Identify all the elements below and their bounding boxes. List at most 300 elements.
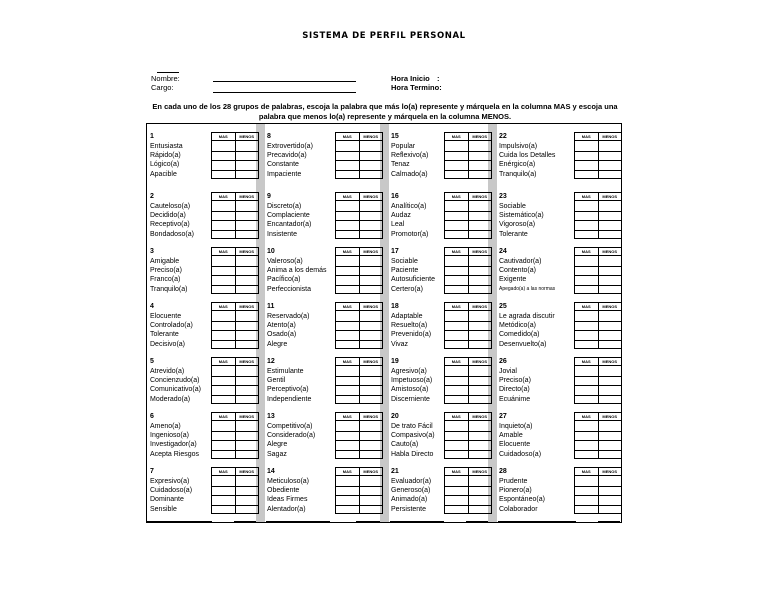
grid-divider (445, 211, 491, 212)
mas-menos-grid[interactable] (211, 412, 259, 459)
word-option: Independiente (267, 395, 312, 403)
grid-divider (598, 413, 599, 459)
word-option: Preciso(a) (150, 267, 182, 275)
word-option: Prevenido(a) (391, 331, 432, 339)
grid-divider (575, 431, 621, 432)
word-option: Persistente (391, 505, 427, 513)
group-number: 6 (150, 413, 154, 420)
grid-divider (445, 440, 491, 441)
word-option: Prudente (499, 478, 528, 485)
word-option: Desenvuelto(a) (499, 340, 547, 348)
grid-divider (575, 211, 621, 212)
word-option: Decisivo(a) (150, 340, 186, 348)
mas-column-header: MAS (336, 193, 360, 200)
mas-menos-grid[interactable] (335, 412, 383, 459)
word-option: Ecuánime (499, 395, 531, 403)
grid-divider (445, 321, 491, 322)
grid-divider (359, 468, 360, 514)
word-option: Directo(a) (499, 386, 530, 394)
grid-divider (445, 170, 491, 171)
grid-divider (212, 275, 258, 276)
mas-menos-grid[interactable] (444, 467, 492, 514)
group-number: 1 (150, 133, 154, 140)
grid-divider (575, 321, 621, 322)
word-option: Ideas Firmes (267, 496, 308, 504)
grid-divider (336, 376, 382, 377)
grid-divider (445, 505, 491, 506)
mas-menos-grid[interactable] (335, 357, 383, 404)
instructions: En cada uno de los 28 grupos de palabras, escoja la palabra que más lo(a) represente y márquela en la columna MAS y escoja una palabra que menos lo(a) represente y márquela en la columna MENOS. (152, 102, 618, 121)
mas-menos-grid[interactable] (335, 192, 383, 239)
mas-menos-grid[interactable] (444, 247, 492, 294)
word-option: Tranquilo(a) (499, 170, 537, 178)
group-number: 25 (499, 303, 507, 310)
mas-column-header: MAS (575, 248, 599, 255)
group-number: 19 (391, 358, 399, 365)
grid-divider (212, 230, 258, 231)
group-number: 14 (267, 468, 275, 475)
grid-divider (468, 193, 469, 239)
menos-column-header: MENOS (602, 414, 618, 419)
mas-menos-grid[interactable] (574, 302, 622, 349)
word-option: Espontáneo(a) (499, 496, 545, 504)
group-number: 4 (150, 303, 154, 310)
mas-column-header: MAS (575, 358, 599, 365)
word-option: Precavido(a) (267, 152, 307, 160)
word-option: Apegado(a) a las normas (499, 285, 556, 292)
word-option: Discreto(a) (267, 203, 302, 210)
grid-divider (336, 266, 382, 267)
word-option: Reservado(a) (267, 313, 310, 320)
word-option: Amistoso(a) (391, 386, 429, 394)
grid-divider (212, 211, 258, 212)
word-option: Impulsivo(a) (499, 143, 538, 150)
word-option: Certero(a) (391, 285, 423, 293)
grid-divider (575, 505, 621, 506)
word-option: Decidido(a) (150, 212, 186, 220)
grid-divider (445, 395, 491, 396)
mas-column-header: MAS (575, 413, 599, 420)
mas-column-header: MAS (575, 133, 599, 140)
mas-column-header: MAS (575, 193, 599, 200)
word-option: Pionero(a) (499, 487, 532, 495)
menos-column-header: MENOS (239, 194, 255, 199)
mas-menos-grid[interactable] (335, 467, 383, 514)
mas-column-header: MAS (445, 468, 469, 475)
grid-divider (468, 413, 469, 459)
word-option: Atrevido(a) (150, 368, 185, 375)
word-option: Cauto(a) (391, 441, 419, 449)
grid-divider (235, 358, 236, 404)
word-option: Cuida los Detalles (499, 152, 556, 160)
grid-divider (235, 303, 236, 349)
group-number: 16 (391, 193, 399, 200)
grid-divider (235, 413, 236, 459)
grid-divider (235, 193, 236, 239)
word-option: Considerado(a) (267, 432, 316, 440)
mas-column-header: MAS (445, 133, 469, 140)
word-option: Bondadoso(a) (150, 230, 194, 238)
grid-divider (359, 133, 360, 179)
mas-column-header: MAS (212, 358, 236, 365)
mas-menos-grid[interactable] (574, 467, 622, 514)
footer-line (498, 521, 576, 522)
grid-divider (212, 505, 258, 506)
word-option: Alentador(a) (267, 505, 306, 513)
grid-divider (235, 133, 236, 179)
mas-menos-grid[interactable] (211, 467, 259, 514)
grid-divider (235, 468, 236, 514)
grid-divider (598, 193, 599, 239)
word-option: Colaborador (499, 505, 538, 513)
grid-divider (468, 303, 469, 349)
menos-column-header: MENOS (239, 469, 255, 474)
group-number: 20 (391, 413, 399, 420)
menos-column-header: MENOS (239, 359, 255, 364)
word-option: Comedido(a) (499, 331, 540, 339)
grid-divider (468, 468, 469, 514)
grid-divider (336, 385, 382, 386)
menos-column-header: MENOS (363, 469, 379, 474)
grid-divider (212, 385, 258, 386)
mas-menos-grid[interactable] (211, 302, 259, 349)
group-number: 26 (499, 358, 507, 365)
grid-divider (575, 385, 621, 386)
mas-column-header: MAS (445, 303, 469, 310)
word-option: Le agrada discutir (499, 313, 555, 320)
group-number: 23 (499, 193, 507, 200)
word-option: Moderado(a) (150, 395, 191, 403)
grid-divider (336, 275, 382, 276)
word-option: Analítico(a) (391, 203, 427, 210)
word-option: Compasivo(a) (391, 432, 435, 440)
group-number: 27 (499, 413, 507, 420)
mas-column-header: MAS (445, 193, 469, 200)
grid-divider (336, 340, 382, 341)
word-option: Elocuente (150, 313, 182, 320)
grid-divider (445, 450, 491, 451)
grid-divider (336, 330, 382, 331)
menos-column-header: MENOS (239, 134, 255, 139)
mas-column-header: MAS (212, 413, 236, 420)
grid-divider (598, 358, 599, 404)
word-option: Extrovertido(a) (267, 143, 313, 150)
hora-termino-label: Hora Termino: (391, 83, 442, 92)
word-option: Contento(a) (499, 267, 536, 275)
word-option: Leal (391, 221, 405, 229)
mas-menos-grid[interactable] (574, 192, 622, 239)
nombre-field[interactable] (213, 81, 356, 82)
group-number: 10 (267, 248, 275, 255)
mas-menos-grid[interactable] (574, 357, 622, 404)
mas-menos-grid[interactable] (444, 192, 492, 239)
mas-menos-grid[interactable] (574, 247, 622, 294)
mas-menos-grid[interactable] (211, 357, 259, 404)
word-option: Amable (499, 432, 523, 440)
word-option: Ameno(a) (150, 423, 181, 430)
word-option: Metódico(a) (499, 322, 536, 330)
group-number: 8 (267, 133, 271, 140)
mas-menos-grid[interactable] (335, 247, 383, 294)
grid-divider (212, 160, 258, 161)
word-option: Atento(a) (267, 322, 296, 330)
mas-menos-grid[interactable] (444, 132, 492, 179)
grid-divider (598, 133, 599, 179)
grid-divider (575, 230, 621, 231)
grid-divider (445, 330, 491, 331)
page-title: SISTEMA DE PERFIL PERSONAL (302, 31, 466, 41)
grid-divider (336, 230, 382, 231)
word-option: Reflexivo(a) (391, 152, 429, 160)
group-number: 21 (391, 468, 399, 475)
menos-column-header: MENOS (472, 469, 488, 474)
menos-column-header: MENOS (472, 194, 488, 199)
menos-column-header: MENOS (472, 359, 488, 364)
word-option: Dominante (150, 496, 184, 504)
mas-menos-grid[interactable] (211, 192, 259, 239)
nombre-underline (157, 72, 179, 73)
footer-line (234, 521, 256, 522)
menos-column-header: MENOS (602, 194, 618, 199)
word-option: Osado(a) (267, 331, 297, 339)
group-number: 5 (150, 358, 154, 365)
cargo-field[interactable] (213, 92, 356, 93)
word-option: Audaz (391, 212, 411, 220)
word-option: Tenaz (391, 161, 410, 169)
group-number: 9 (267, 193, 271, 200)
grid-divider (336, 211, 382, 212)
grid-divider (598, 303, 599, 349)
grid-divider (212, 395, 258, 396)
mas-column-header: MAS (336, 358, 360, 365)
grid-divider (336, 450, 382, 451)
group-number: 12 (267, 358, 275, 365)
word-option: Tranquilo(a) (150, 285, 188, 293)
word-option: Perfeccionista (267, 285, 311, 293)
grid-divider (336, 395, 382, 396)
grid-divider (445, 495, 491, 496)
grid-divider (212, 340, 258, 341)
grid-divider (212, 431, 258, 432)
word-option: Sensible (150, 505, 177, 513)
menos-column-header: MENOS (239, 414, 255, 419)
word-option: Impetuoso(a) (391, 377, 433, 385)
word-option: Calmado(a) (391, 170, 428, 178)
word-option: Entusiasta (150, 143, 183, 150)
word-option: Agresivo(a) (391, 368, 427, 375)
word-option: Lógico(a) (150, 161, 180, 169)
grid-divider (212, 486, 258, 487)
grid-divider (445, 220, 491, 221)
group-number: 7 (150, 468, 154, 475)
grid-divider (445, 431, 491, 432)
group-number: 28 (499, 468, 507, 475)
mas-column-header: MAS (445, 358, 469, 365)
mas-column-header: MAS (212, 133, 236, 140)
mas-menos-grid[interactable] (335, 302, 383, 349)
word-option: Pacífico(a) (267, 276, 301, 284)
word-option: Expresivo(a) (150, 478, 190, 485)
menos-column-header: MENOS (602, 304, 618, 309)
mas-column-header: MAS (212, 468, 236, 475)
mas-menos-grid[interactable] (444, 412, 492, 459)
grid-divider (336, 220, 382, 221)
mas-column-header: MAS (336, 468, 360, 475)
menos-column-header: MENOS (602, 134, 618, 139)
grid-divider (445, 340, 491, 341)
mas-column-header: MAS (575, 303, 599, 310)
word-option: Popular (391, 143, 416, 150)
word-option: Competitivo(a) (267, 423, 313, 430)
mas-menos-grid[interactable] (335, 132, 383, 179)
word-option: Perceptivo(a) (267, 386, 309, 394)
grid-divider (235, 248, 236, 294)
word-option: Habla Directo (391, 450, 434, 458)
mas-menos-grid[interactable] (574, 132, 622, 179)
grid-divider (575, 275, 621, 276)
menos-column-header: MENOS (472, 134, 488, 139)
menos-column-header: MENOS (363, 414, 379, 419)
grid-divider (336, 285, 382, 286)
word-option: Valeroso(a) (267, 258, 303, 265)
word-option: Acepta Riesgos (150, 450, 200, 458)
hora-inicio-label: Hora Inicio (391, 74, 430, 83)
word-option: Resuelto(a) (391, 322, 428, 330)
cargo-label: Cargo: (151, 83, 174, 92)
grid-divider (445, 266, 491, 267)
mas-column-header: MAS (445, 413, 469, 420)
word-option: Adaptable (391, 313, 423, 320)
footer-line (390, 521, 444, 522)
grid-divider (575, 151, 621, 152)
word-option: Rápido(a) (150, 152, 181, 160)
footer-line (466, 521, 488, 522)
word-option: Vigoroso(a) (499, 221, 536, 229)
group-number: 13 (267, 413, 275, 420)
grid-divider (212, 440, 258, 441)
mas-column-header: MAS (336, 133, 360, 140)
footer-line (266, 521, 330, 522)
grid-divider (336, 440, 382, 441)
grid-divider (468, 133, 469, 179)
grid-divider (445, 376, 491, 377)
grid-divider (575, 486, 621, 487)
grid-divider (575, 285, 621, 286)
grid-divider (336, 170, 382, 171)
word-option: Alegre (267, 441, 288, 449)
word-option: Sistemático(a) (499, 212, 544, 220)
word-option: Controlado(a) (150, 322, 193, 330)
word-option: Generoso(a) (391, 487, 431, 495)
footer-line (146, 521, 212, 522)
grid-divider (575, 340, 621, 341)
menos-column-header: MENOS (602, 359, 618, 364)
mas-menos-grid[interactable] (211, 247, 259, 294)
menos-column-header: MENOS (363, 194, 379, 199)
grid-divider (336, 321, 382, 322)
mas-column-header: MAS (445, 248, 469, 255)
menos-column-header: MENOS (472, 414, 488, 419)
grid-divider (359, 193, 360, 239)
grid-divider (212, 450, 258, 451)
grid-divider (445, 385, 491, 386)
word-option: Jovial (499, 368, 517, 375)
word-option: Anima a los demás (267, 267, 327, 275)
group-number: 15 (391, 133, 399, 140)
word-option: Vivaz (391, 340, 408, 348)
word-option: Inquieto(a) (499, 423, 533, 430)
grid-divider (575, 220, 621, 221)
mas-column-header: MAS (336, 248, 360, 255)
word-option: Sagaz (267, 450, 287, 458)
word-option: Cuidadoso(a) (499, 450, 542, 458)
grid-divider (359, 413, 360, 459)
mas-menos-grid[interactable] (211, 132, 259, 179)
grid-divider (359, 358, 360, 404)
word-option: Apacible (150, 170, 177, 178)
menos-column-header: MENOS (363, 249, 379, 254)
grid-divider (336, 495, 382, 496)
group-number: 3 (150, 248, 154, 255)
word-option: Autosuficiente (391, 276, 435, 284)
grid-divider (212, 330, 258, 331)
word-option: Gentil (267, 377, 286, 385)
word-option: Impaciente (267, 170, 302, 178)
word-option: Evaluador(a) (391, 478, 432, 485)
grid-divider (598, 248, 599, 294)
grid-divider (336, 160, 382, 161)
menos-column-header: MENOS (472, 304, 488, 309)
group-number: 17 (391, 248, 399, 255)
group-number: 22 (499, 133, 507, 140)
word-option: Investigador(a) (150, 441, 197, 449)
word-option: Cautivador(a) (499, 258, 542, 265)
footer-line (598, 521, 620, 522)
grid-divider (575, 450, 621, 451)
word-option: De trato Fácil (391, 423, 433, 430)
grid-divider (336, 431, 382, 432)
footer-line (356, 521, 380, 522)
word-option: Enérgico(a) (499, 161, 536, 169)
mas-menos-grid[interactable] (444, 357, 492, 404)
word-option: Franco(a) (150, 276, 181, 284)
word-option: Sociable (391, 258, 418, 265)
menos-column-header: MENOS (239, 249, 255, 254)
menos-column-header: MENOS (363, 304, 379, 309)
grid-divider (359, 303, 360, 349)
grid-divider (336, 486, 382, 487)
nombre-label: Nombre: (151, 74, 180, 83)
grid-divider (445, 160, 491, 161)
mas-menos-grid[interactable] (574, 412, 622, 459)
grid-divider (575, 170, 621, 171)
word-option: Comunicativo(a) (150, 386, 201, 394)
menos-column-header: MENOS (472, 249, 488, 254)
grid-divider (575, 160, 621, 161)
mas-menos-grid[interactable] (444, 302, 492, 349)
grid-divider (212, 151, 258, 152)
grid-divider (445, 285, 491, 286)
group-number: 2 (150, 193, 154, 200)
word-option: Complaciente (267, 212, 310, 220)
word-option: Receptivo(a) (150, 221, 190, 229)
grid-divider (445, 275, 491, 276)
word-option: Tolerante (499, 230, 528, 238)
menos-column-header: MENOS (239, 304, 255, 309)
grid-divider (336, 505, 382, 506)
grid-divider (445, 151, 491, 152)
word-option: Concienzudo(a) (150, 377, 200, 385)
